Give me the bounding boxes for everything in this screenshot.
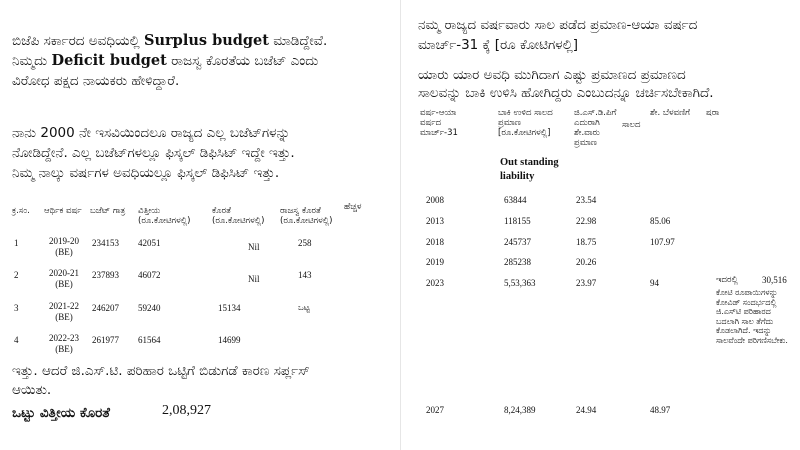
- r-row2-year: 2013: [426, 216, 444, 226]
- header-budget-size: ಬಜೆಟ್ ಗಾತ್ರ: [90, 206, 126, 216]
- left-para2-line1: ನಾನು 2000 ನೇ ಇಸವಿಯಿಂದಲೂ ರಾಜ್ಯದ ಎಲ್ಲ ಬಜೆಟ್‌ಗಳನ್ನು: [12, 125, 291, 141]
- row4-year: 2022-23 (BE): [49, 333, 79, 354]
- total-fiscal-deficit-value: 2,08,927: [162, 403, 211, 418]
- r-row5-debt: 5,53,363: [504, 278, 536, 288]
- column-divider: [400, 0, 401, 450]
- right-para1-line1: ನಮ್ಮ ರಾಜ್ಯದ ವರ್ಷವಾರು ಸಾಲ ಪಡೆದ ಪ್ರಮಾಣ-ಆಯಾ ವರ್ಷದ: [418, 17, 698, 33]
- text-segment: ಬಿಜೆಪಿ ಸರ್ಕಾರದ ಅವಧಿಯಲ್ಲಿ: [12, 33, 145, 49]
- text-segment: ಮಾಡಿದ್ದೇವೆ.: [268, 33, 328, 49]
- r-row2-pct: 22.98: [576, 216, 597, 226]
- row3-increase: ಒಟ್ಟ: [298, 303, 310, 313]
- r-row4-year: 2019: [426, 257, 444, 267]
- header-growth: ಶೇ. ಬೆಳವಣಿಗೆ: [650, 108, 691, 118]
- header-year: ವರ್ಷ-ಆಯಾ ವರ್ಷದ ಮಾರ್ಚ್-31: [420, 108, 458, 138]
- r-row3-pct: 18.75: [576, 237, 597, 247]
- remark-value: 30,516: [762, 275, 787, 285]
- header-outstanding-debt: ಬಾಕಿ ಉಳಿದ ಸಾಲದ ಪ್ರಮಾಣ [ರೂ.ಕೋಟಿಗಳಲ್ಲಿ]: [498, 108, 553, 138]
- row3-year: 2021-22 (BE): [49, 301, 79, 322]
- header-deficit: ಕೊರತೆ (ರೂ.ಕೋಟಿಗಳಲ್ಲಿ): [212, 206, 265, 226]
- right-para2-line2: ಸಾಲವನ್ನು ಬಾಕಿ ಉಳಿಸಿ ಹೋಗಿದ್ದರು ಎಂಬುದನ್ನೂ ಚರ್ಚಿಸಬೇಕಾಗಿದೆ.: [418, 85, 714, 101]
- r-row3-growth: 107.97: [650, 237, 675, 247]
- text-segment: ರಾಜಸ್ವ ಕೊರತೆಯ ಬಜೆಟ್ ಎಂದು: [166, 53, 319, 69]
- r-row2-growth: 85.06: [650, 216, 671, 226]
- r-row4-pct: 20.26: [576, 257, 597, 267]
- r-row5-pct: 23.97: [576, 278, 597, 288]
- row2-increase: 143: [298, 270, 312, 280]
- r-row2-debt: 118155: [504, 216, 531, 226]
- row4-fiscal: 61564: [138, 335, 161, 345]
- outstanding-liability-label: Out standing liability: [500, 157, 559, 182]
- row2-fiscal: 46072: [138, 270, 161, 280]
- row2-nil: Nil: [248, 274, 260, 284]
- r-row1-year: 2008: [426, 195, 444, 205]
- row3-fiscal: 59240: [138, 303, 161, 313]
- row1-size: 234153: [92, 238, 119, 248]
- header-sl-no: ಕ್ರ.ಸಂ.: [12, 206, 30, 216]
- surplus-budget-text: Surplus budget: [144, 32, 269, 49]
- text-segment: ನಿಮ್ಮದು: [12, 53, 52, 69]
- left-para3-line1: ಇತ್ತು. ಆದರೆ ಜಿ.ಎಸ್.ಟಿ. ಪರಿಹಾರ ಒಟ್ಟಿಗೆ ಬಿಡುಗಡೆ ಕಾರಣ ಸರ್ಪ್ಲಸ್: [12, 363, 310, 379]
- r-row5-year: 2023: [426, 278, 444, 288]
- left-para1-line3: ವಿರೋಧ ಪಕ್ಷದ ನಾಯಕರು ಹೇಳಿದ್ದಾರೆ.: [12, 73, 180, 89]
- r-row6-growth: 48.97: [650, 405, 671, 415]
- row2-year: 2020-21 (BE): [49, 268, 79, 289]
- deficit-budget-text: Deficit budget: [51, 52, 167, 69]
- row4-size: 261977: [92, 335, 119, 345]
- r-row3-debt: 245737: [504, 237, 531, 247]
- r-row6-pct: 24.94: [576, 405, 597, 415]
- left-para2-line2: ನೋಡಿದ್ದೇನೆ. ಎಲ್ಲ ಬಜೆಟ್‌ಗಳಲ್ಲೂ ಫಿಸ್ಕಲ್ ಡಿಫಿಸಿಟ್ ಇದ್ದೇ ಇತ್ತು.: [12, 145, 295, 161]
- row1-fiscal: 42051: [138, 238, 161, 248]
- header-revenue-deficit: ರಾಜಸ್ವ ಕೊರತೆ (ರೂ.ಕೋಟಿಗಳಲ್ಲಿ): [280, 206, 333, 226]
- r-row1-debt: 63844: [504, 195, 527, 205]
- row1-year: 2019-20 (BE): [49, 236, 79, 257]
- row3-revenue: 15134: [218, 303, 241, 313]
- right-para2-line1: ಯಾರು ಯಾರ ಅವಧಿ ಮುಗಿದಾಗ ಎಷ್ಟು ಪ್ರಮಾಣದ ಪ್ರಮಾಣದ: [418, 67, 686, 83]
- row3-size: 246207: [92, 303, 119, 313]
- total-fiscal-deficit-label: ಒಟ್ಟು ವಿತ್ತೀಯ ಕೊರತೆ: [12, 405, 110, 421]
- r-row3-year: 2018: [426, 237, 444, 247]
- left-para3-line2: ಆಯಿತು.: [12, 382, 52, 398]
- header-debt: ಸಾಲದ: [622, 120, 641, 130]
- row1-nil: Nil: [248, 242, 260, 252]
- row4-sl: 4: [14, 335, 19, 345]
- remark-text: ಕೋಟಿ ರೂಪಾಯಿಗಳನ್ನು ಕೋವಿಡ್ ಸಂದರ್ಭದಲ್ಲಿ ಜಿ.ಎಸ್‌ಟಿ ಪರಿಹಾರದ ಬದಲಾಗಿ ಸಾಲ ತೆಗೆದು ಕೊಡಲಾಗಿದೆ. ಇದನ್ನು ಸಾಲವೆಂದೇ ಪರಿಗಣಿಸಬೇಕು.: [716, 288, 788, 345]
- row4-revenue: 14699: [218, 335, 241, 345]
- header-increase: ಹೆಚ್ಚಳ: [344, 202, 362, 212]
- r-row4-debt: 285238: [504, 257, 531, 267]
- left-para1-line1: [12, 32, 327, 50]
- left-para1-line2: [12, 52, 318, 70]
- row1-increase: 258: [298, 238, 312, 248]
- header-financial-year: ಆರ್ಥಿಕ ವರ್ಷ: [44, 206, 82, 216]
- header-gsdp-percent: ಜಿ.ಎಸ್.ಡಿ.ಪಿಗೆ ಎದುರಾಗಿ ಶೇ.ವಾರು ಪ್ರಮಾಣ: [574, 108, 617, 148]
- remark-prefix: ಇದರಲ್ಲಿ: [716, 275, 738, 285]
- r-row6-debt: 8,24,389: [504, 405, 536, 415]
- row3-sl: 3: [14, 303, 19, 313]
- left-para2-line3: ನಿಮ್ಮ ನಾಲ್ಕು ವರ್ಷಗಳ ಅವಧಿಯಲ್ಲೂ ಫಿಸ್ಕಲ್ ಡಿಫಿಸಿಟ್ ಇತ್ತು.: [12, 165, 280, 181]
- row1-sl: 1: [14, 238, 19, 248]
- r-row1-pct: 23.54: [576, 195, 597, 205]
- r-row5-growth: 94: [650, 278, 659, 288]
- row2-sl: 2: [14, 270, 19, 280]
- header-remarks: ಷರಾ: [706, 108, 720, 118]
- row2-size: 237893: [92, 270, 119, 280]
- header-fiscal: ವಿತ್ತೀಯ (ರೂ.ಕೋಟಿಗಳಲ್ಲಿ): [138, 206, 191, 226]
- right-para1-line2: ಮಾರ್ಚ್-31 ಕ್ಕೆ [ರೂ ಕೋಟಿಗಳಲ್ಲಿ]: [418, 37, 579, 53]
- r-row6-year: 2027: [426, 405, 444, 415]
